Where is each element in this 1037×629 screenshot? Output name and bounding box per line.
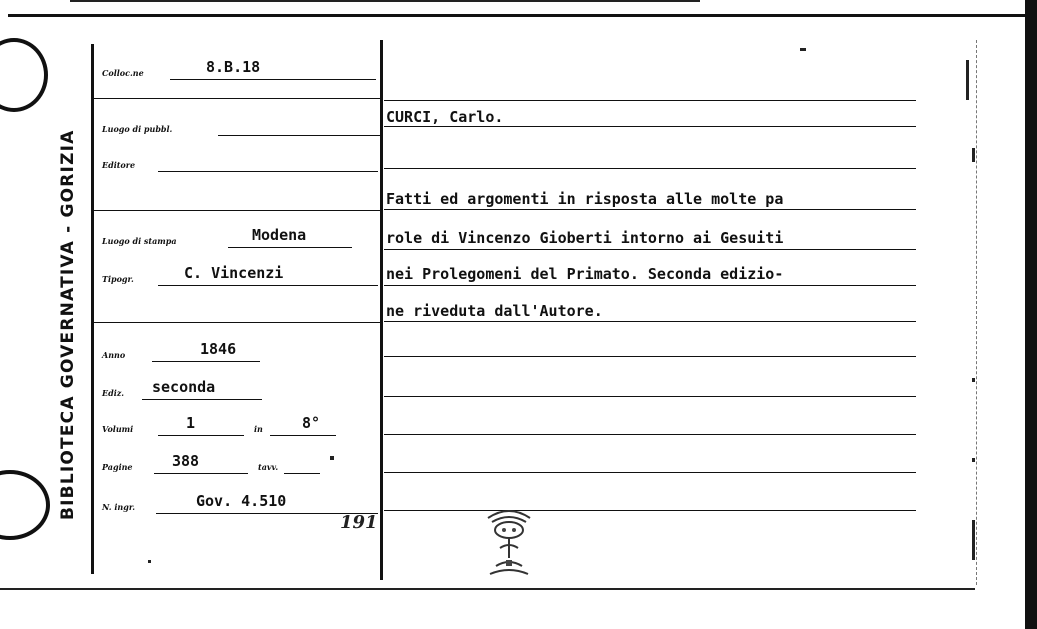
volumi-label: Volumi bbox=[102, 424, 134, 434]
card-top-border bbox=[8, 14, 1028, 17]
row-divider bbox=[384, 472, 916, 473]
anno-value: 1846 bbox=[200, 340, 237, 358]
row-divider bbox=[384, 126, 916, 127]
row-divider bbox=[384, 249, 916, 250]
row-divider bbox=[384, 209, 916, 210]
ingresso-value: Gov. 4.510 bbox=[196, 492, 287, 510]
scan-speck bbox=[972, 148, 975, 162]
volumi-underline bbox=[158, 435, 244, 436]
editore-underline bbox=[158, 171, 378, 172]
luogo-pubbl-underline bbox=[218, 135, 380, 136]
field-pagine bbox=[102, 446, 378, 474]
row-divider bbox=[384, 168, 916, 169]
card-bottom-border bbox=[0, 588, 975, 590]
institution-label: BIBLIOTECA GOVERNATIVA - GORIZIA bbox=[58, 129, 78, 520]
field-luogo-stampa bbox=[102, 220, 378, 248]
scan-speck bbox=[966, 60, 969, 100]
luogo-pubbl-label: Luogo di pubbl. bbox=[102, 124, 173, 134]
scan-speck bbox=[800, 48, 806, 51]
luogo-stampa-underline bbox=[228, 247, 352, 248]
scan-speck bbox=[972, 378, 975, 382]
luogo-stampa-value: Modena bbox=[252, 226, 307, 244]
edizione-value: seconda bbox=[152, 378, 216, 396]
field-ingresso bbox=[102, 486, 378, 514]
row-divider bbox=[384, 356, 916, 357]
row-divider bbox=[94, 322, 380, 323]
field-editore bbox=[102, 144, 378, 172]
scan-speck bbox=[148, 560, 151, 563]
punch-hole-top bbox=[0, 38, 48, 112]
luogo-stampa-label: Luogo di stampa bbox=[102, 236, 177, 246]
scan-speck bbox=[972, 458, 975, 462]
editore-label: Editore bbox=[102, 160, 136, 170]
row-divider bbox=[384, 321, 916, 322]
row-divider bbox=[94, 98, 380, 99]
anno-label: Anno bbox=[102, 350, 126, 360]
row-divider bbox=[384, 434, 916, 435]
row-divider bbox=[94, 210, 380, 211]
tavole-label: tavv. bbox=[258, 462, 279, 472]
edizione-underline bbox=[142, 399, 262, 400]
formato-value: 8° bbox=[302, 414, 321, 432]
field-collocazione bbox=[102, 52, 378, 80]
field-volumi bbox=[102, 408, 378, 436]
title-line: ne riveduta dall'Autore. bbox=[386, 302, 603, 320]
scan-speck bbox=[972, 520, 975, 560]
field-anno bbox=[102, 334, 378, 362]
row-divider bbox=[384, 510, 916, 511]
collocazione-underline bbox=[170, 79, 376, 80]
title-line: role di Vincenzo Gioberti intorno ai Gesuiti bbox=[386, 229, 784, 247]
formato-label: in bbox=[254, 424, 263, 434]
middle-column-rule bbox=[380, 40, 383, 580]
scan-right-edge bbox=[1025, 0, 1037, 629]
tipografo-label: Tipogr. bbox=[102, 274, 134, 284]
collocazione-label: Colloc.ne bbox=[102, 68, 144, 78]
field-edizione bbox=[102, 372, 378, 400]
row-divider bbox=[384, 100, 916, 101]
pagine-value: 388 bbox=[172, 452, 200, 470]
card-right-border bbox=[976, 40, 977, 585]
row-divider bbox=[384, 396, 916, 397]
tavole-underline bbox=[284, 473, 320, 474]
punch-hole-bottom bbox=[0, 470, 50, 540]
scan-speck bbox=[330, 456, 334, 460]
top-edge-line bbox=[70, 0, 700, 2]
volumi-value: 1 bbox=[186, 414, 196, 432]
formato-underline bbox=[270, 435, 336, 436]
title-line: Fatti ed argomenti in risposta alle molte pa bbox=[386, 190, 784, 208]
ingresso-label: N. ingr. bbox=[102, 502, 136, 512]
tipografo-value: C. Vincenzi bbox=[184, 264, 284, 282]
pagine-label: Pagine bbox=[102, 462, 133, 472]
field-tipografo bbox=[102, 258, 378, 286]
collocazione-value: 8.B.18 bbox=[206, 58, 261, 76]
tipografo-underline bbox=[158, 285, 378, 286]
handwritten-note: 191 bbox=[340, 512, 378, 533]
row-divider bbox=[384, 285, 916, 286]
pagine-underline bbox=[154, 473, 248, 474]
field-luogo-pubbl bbox=[102, 108, 378, 136]
edizione-label: Ediz. bbox=[102, 388, 125, 398]
title-line: nei Prolegomeni del Primato. Seconda edizio- bbox=[386, 265, 784, 283]
left-column-rule bbox=[91, 44, 94, 574]
author-heading: CURCI, Carlo. bbox=[386, 108, 504, 126]
library-stamp bbox=[478, 500, 540, 580]
anno-underline bbox=[152, 361, 260, 362]
